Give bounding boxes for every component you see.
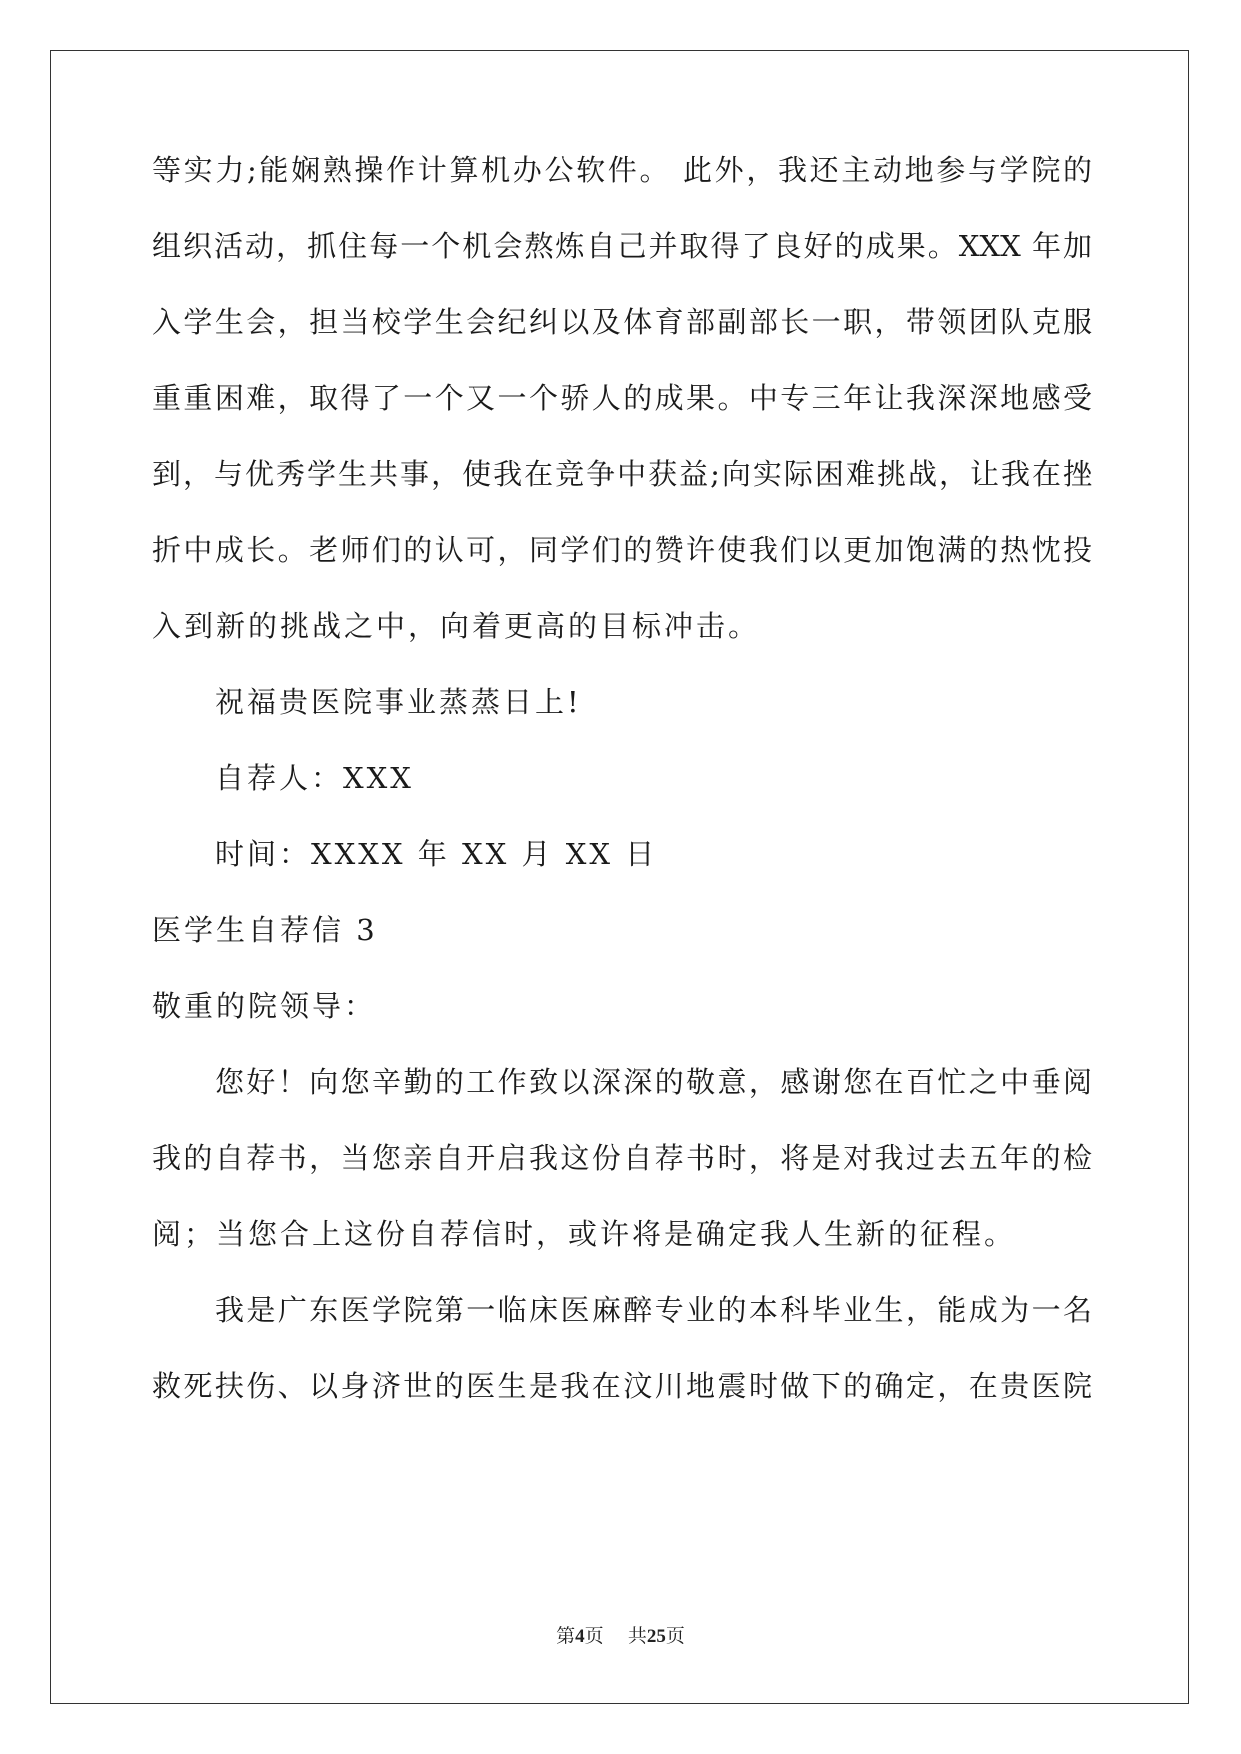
page-suffix: 页 (584, 1625, 604, 1647)
paragraph-line: 阅；当您合上这份自荐信时，或许将是确定我人生新的征程。 (152, 1217, 1017, 1251)
paragraph-line: 到，与优秀学生共事，使我在竞争中获益;向实际困难挑战，让我在挫 (152, 457, 1092, 491)
total-pages: 25 (646, 1626, 666, 1647)
page-prefix: 第 (556, 1625, 576, 1647)
date-line: 时间：XXXX 年 XX 月 XX 日 (215, 837, 658, 871)
paragraph-line: 重重困难，取得了一个又一个骄人的成果。中专三年让我深深地感受 (152, 381, 1092, 415)
paragraph-line: 等实力;能娴熟操作计算机办公软件。 此外，我还主动地参与学院的 (152, 153, 1092, 187)
total-suffix: 页 (665, 1625, 685, 1647)
page-footer (0, 1623, 1241, 1650)
page-border (50, 50, 1189, 1704)
signature-line: 自荐人：XXX (215, 761, 414, 795)
page-number: 4 (575, 1626, 585, 1647)
section-heading: 医学生自荐信 3 (152, 913, 378, 947)
paragraph-line: 入学生会，担当校学生会纪纠以及体育部副部长一职，带领团队克服 (152, 305, 1092, 339)
total-prefix: 共 (627, 1625, 647, 1647)
paragraph-line: 救死扶伤、以身济世的医生是我在汶川地震时做下的确定，在贵医院 (152, 1369, 1092, 1403)
paragraph-line: 您好！向您辛勤的工作致以深深的敬意，感谢您在百忙之中垂阅 (215, 1065, 1092, 1099)
paragraph-line: 折中成长。老师们的认可，同学们的赞许使我们以更加饱满的热忱投 (152, 533, 1092, 567)
paragraph-line: 组织活动，抓住每一个机会熬炼自己并取得了良好的成果。XXX 年加 (152, 229, 1092, 263)
paragraph-line: 入到新的挑战之中，向着更高的目标冲击。 (152, 609, 761, 643)
paragraph-line: 我的自荐书，当您亲自开启我这份自荐书时，将是对我过去五年的检 (152, 1141, 1092, 1175)
paragraph-line: 我是广东医学院第一临床医麻醉专业的本科毕业生，能成为一名 (215, 1293, 1092, 1327)
salutation: 敬重的院领导： (152, 989, 377, 1023)
closing-wish: 祝福贵医院事业蒸蒸日上! (215, 685, 582, 719)
